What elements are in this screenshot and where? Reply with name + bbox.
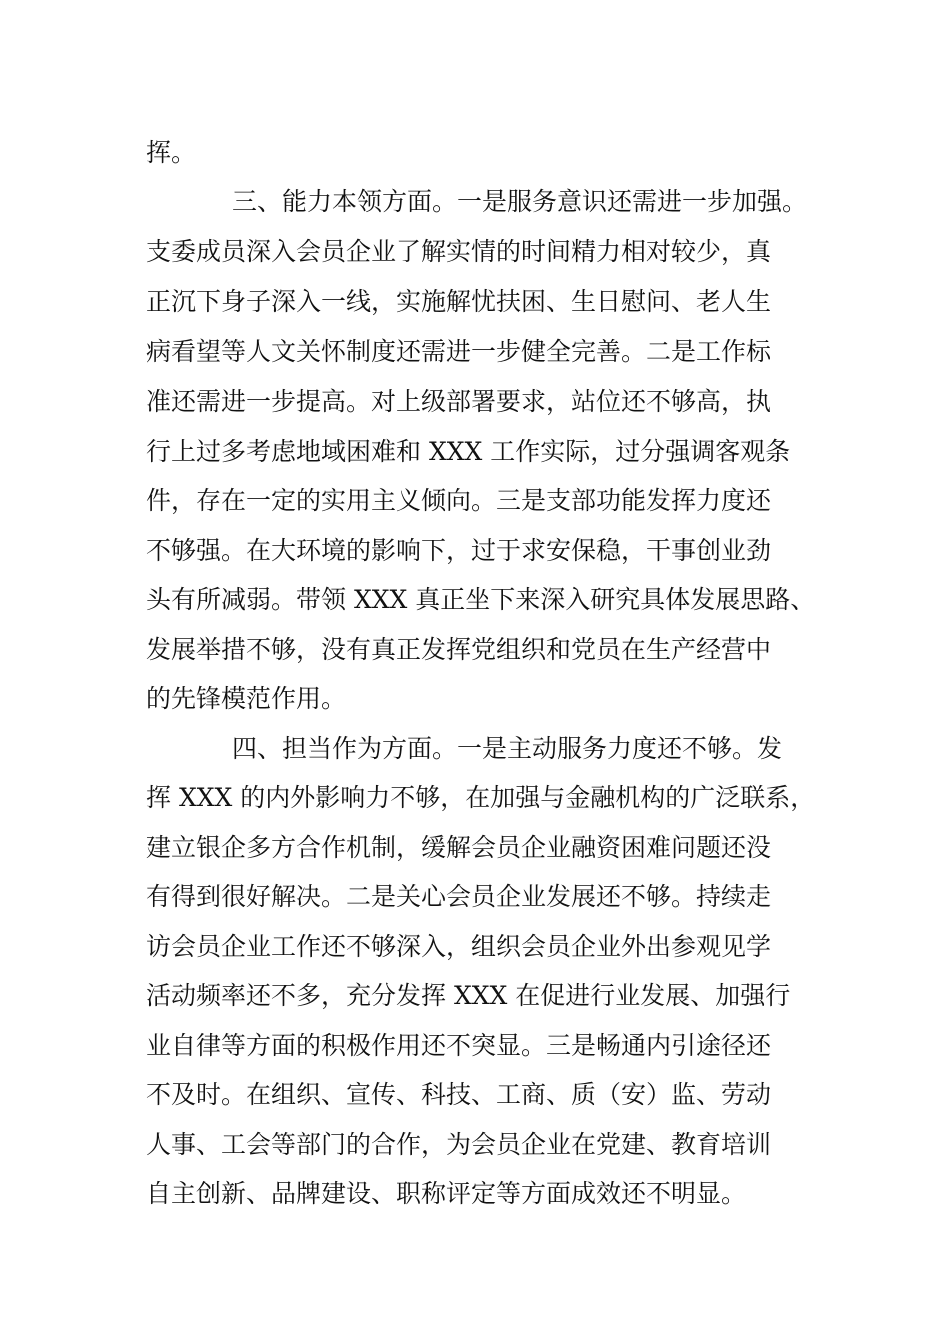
text-line: 业自律等方面的积极作用还不突显。三是畅通内引途径还 bbox=[146, 1031, 772, 1060]
text-line: 发展举措不够，没有真正发挥党组织和党员在生产经营中 bbox=[146, 635, 772, 664]
text-line: 人事、工会等部门的合作，为会员企业在党建、教育培训 bbox=[146, 1130, 772, 1159]
text-line: 头有所减弱。带领 XXX 真正坐下来深入研究具体发展思路、 bbox=[146, 585, 816, 614]
text-line: 挥 XXX 的内外影响力不够，在加强与金融机构的广泛联系， bbox=[146, 783, 816, 812]
text-line: 行上过多考虑地域困难和 XXX 工作实际，过分强调客观条 bbox=[146, 437, 791, 466]
text-line: 有得到很好解决。二是关心会员企业发展还不够。持续走 bbox=[146, 882, 772, 911]
text-line: 件，存在一定的实用主义倾向。三是支部功能发挥力度还 bbox=[146, 486, 772, 515]
text-line: 挥。 bbox=[146, 138, 197, 167]
text-line: 的先锋模范作用。 bbox=[146, 684, 347, 713]
text-line: 支委成员深入会员企业了解实情的时间精力相对较少，真 bbox=[146, 237, 772, 266]
text-line: 正沉下身子深入一线，实施解忧扶困、生日慰问、老人生 bbox=[146, 287, 772, 316]
text-line: 病看望等人文关怀制度还需进一步健全完善。二是工作标 bbox=[146, 337, 772, 366]
section-heading-line: 四、担当作为方面。一是主动服务力度还不够。发 bbox=[232, 734, 783, 763]
text-line: 建立银企多方合作机制，缓解会员企业融资困难问题还没 bbox=[146, 833, 772, 862]
section-heading-line: 三、能力本领方面。一是服务意识还需进一步加强。 bbox=[232, 187, 808, 216]
text-line: 不够强。在大环境的影响下，过于求安保稳，干事创业劲 bbox=[146, 536, 772, 565]
text-line: 自主创新、品牌建设、职称评定等方面成效还不明显。 bbox=[146, 1179, 747, 1208]
text-line: 不及时。在组织、宣传、科技、工商、质（安）监、劳动 bbox=[146, 1080, 772, 1109]
text-line: 访会员企业工作还不够深入，组织会员企业外出参观见学 bbox=[146, 932, 772, 961]
text-line: 准还需进一步提高。对上级部署要求，站位还不够高，执 bbox=[146, 387, 772, 416]
text-line: 活动频率还不多，充分发挥 XXX 在促进行业发展、加强行 bbox=[146, 981, 791, 1010]
